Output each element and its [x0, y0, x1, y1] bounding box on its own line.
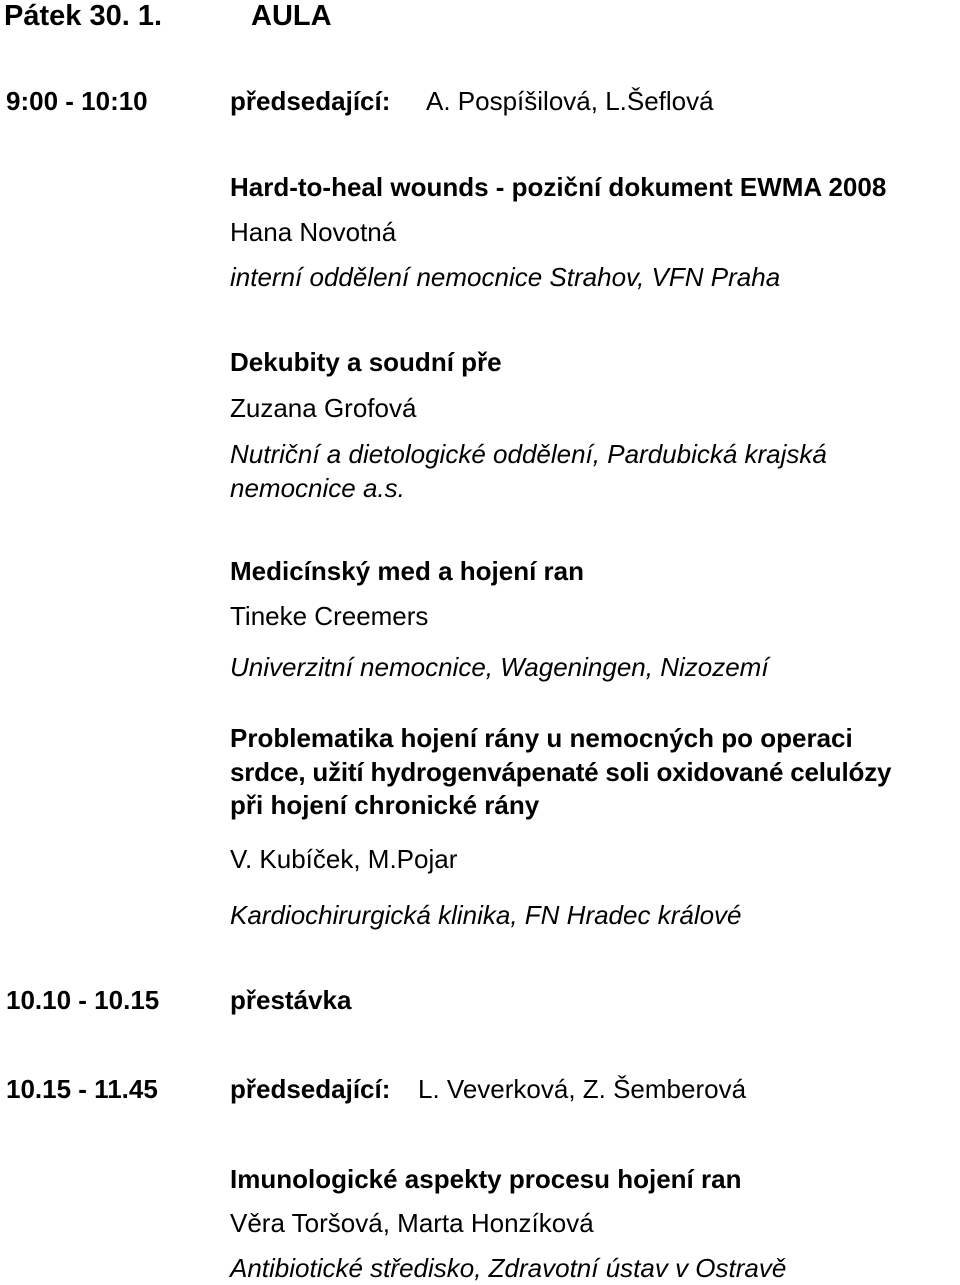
talk-authors: Zuzana Grofová — [230, 393, 417, 423]
chair-label: předsedající: — [230, 1074, 391, 1104]
session-time: 9:00 - 10:10 — [6, 86, 148, 116]
talk-authors: Hana Novotná — [230, 217, 397, 247]
talk-title: Dekubity a soudní pře — [230, 347, 502, 377]
talk-affiliation: Nutriční a dietologické oddělení, Pardubická krajská — [230, 439, 827, 469]
talk-title: Problematika hojení rány u nemocných po operaci — [230, 723, 853, 753]
talk-title-cont: srdce, užití hydrogenvápenaté soli oxidované celulózy — [230, 757, 892, 787]
day-heading: Pátek 30. 1. — [4, 0, 162, 32]
talk-affiliation: Kardiochirurgická klinika, FN Hradec králové — [230, 900, 742, 930]
break-label: přestávka — [230, 985, 352, 1015]
talk-affiliation-cont: nemocnice a.s. — [230, 473, 405, 503]
talk-authors: Věra Toršová, Marta Honzíková — [230, 1208, 594, 1238]
chair-names: A. Pospíšilová, L.Šeflová — [426, 86, 714, 116]
talk-affiliation: Antibiotické středisko, Zdravotní ústav v Ostravě — [230, 1253, 787, 1283]
break-time: 10.10 - 10.15 — [6, 985, 160, 1015]
room-heading: AULA — [251, 0, 332, 32]
talk-title: Medicínský med a hojení ran — [230, 556, 584, 586]
chair-names: L. Veverková, Z. Šemberová — [418, 1074, 747, 1104]
talk-affiliation: Univerzitní nemocnice, Wageningen, Nizozemí — [230, 652, 769, 682]
talk-title: Hard-to-heal wounds - poziční dokument EWMA 2008 — [230, 172, 887, 202]
chair-label: předsedající: — [230, 86, 391, 116]
talk-authors: Tineke Creemers — [230, 601, 429, 631]
talk-affiliation: interní oddělení nemocnice Strahov, VFN Praha — [230, 262, 781, 292]
talk-title: Imunologické aspekty procesu hojení ran — [230, 1164, 742, 1194]
talk-authors: V. Kubíček, M.Pojar — [230, 844, 458, 874]
talk-title-cont: při hojení chronické rány — [230, 790, 540, 820]
session-time: 10.15 - 11.45 — [6, 1074, 158, 1104]
